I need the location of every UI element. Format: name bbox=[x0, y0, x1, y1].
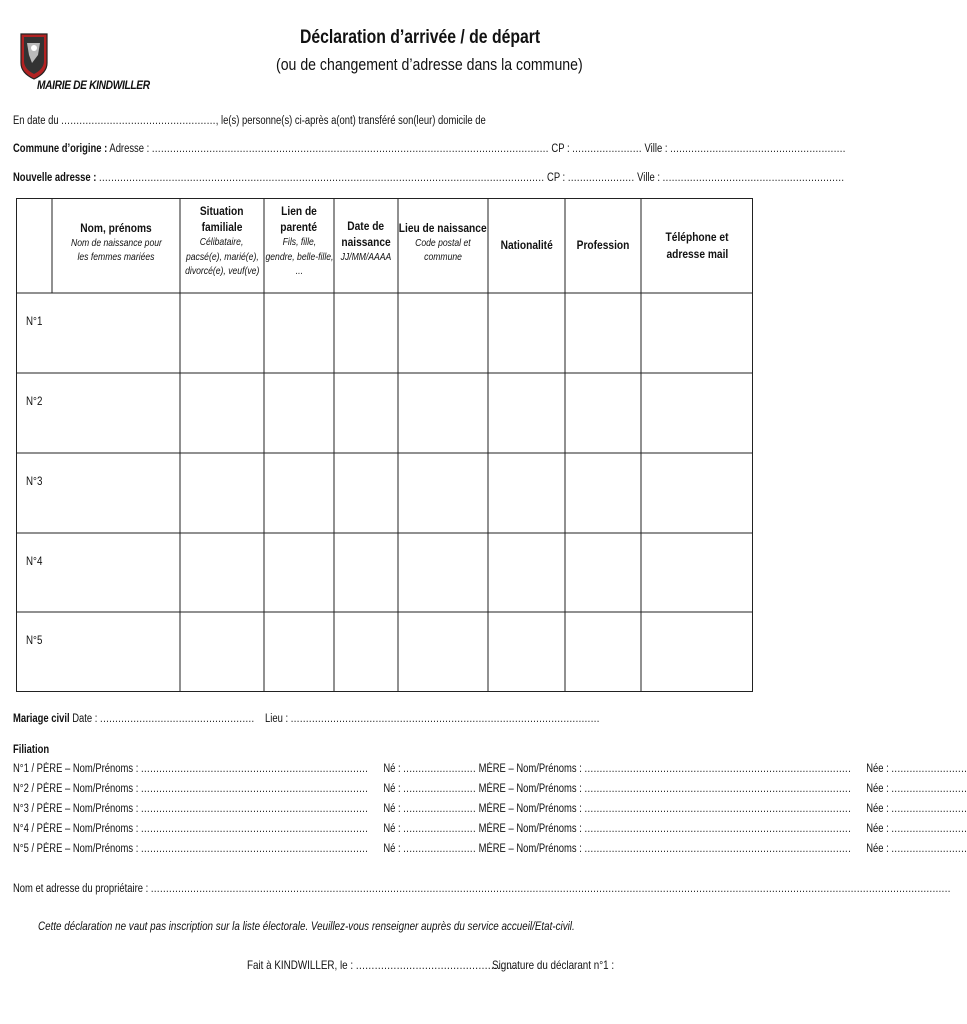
col-header-lieu bbox=[398, 198, 488, 293]
origine-cp-field[interactable]: ....................... bbox=[572, 143, 642, 155]
col-header-profession bbox=[565, 198, 641, 293]
filiation-pere-field[interactable]: ........................................................................... bbox=[140, 763, 369, 775]
mariage-date-field[interactable]: ................................................... bbox=[100, 713, 255, 725]
col-telephone-title: Téléphone et bbox=[665, 230, 729, 245]
origine-adresse-label: Adresse : bbox=[109, 143, 150, 155]
filiation-mere-field[interactable]: ........................................................................................ bbox=[584, 803, 852, 815]
col-lien-sub3: ... bbox=[295, 264, 303, 277]
col-header-nationalite bbox=[488, 198, 565, 293]
filiation-line-5 bbox=[13, 843, 967, 855]
filiation-ne-label: Né : bbox=[383, 783, 401, 795]
filiation-mere-label: MÈRE – Nom/Prénoms : bbox=[478, 763, 582, 775]
filiation-heading bbox=[13, 744, 49, 756]
filiation-nee-label: Née : bbox=[866, 783, 889, 795]
col-situation-sub2: pacsé(e), marié(e), bbox=[185, 250, 259, 263]
col-lieu-sub2: commune bbox=[424, 251, 462, 264]
filiation-label: Filiation bbox=[13, 744, 50, 756]
row-label-4: N°4 bbox=[26, 556, 43, 568]
col-date-title: Date de bbox=[347, 219, 385, 233]
col-header-situation bbox=[180, 198, 264, 293]
nouvelle-label: Nouvelle adresse : bbox=[13, 172, 97, 184]
mariage-label: Mariage civil bbox=[13, 713, 70, 725]
origine-label: Commune d’origine : bbox=[13, 143, 108, 155]
filiation-ne-field[interactable]: ........................ bbox=[403, 783, 476, 795]
filiation-nee-field[interactable]: ......................... bbox=[891, 823, 967, 835]
filiation-nee-label: Née : bbox=[866, 763, 889, 775]
origine-line bbox=[13, 143, 846, 155]
col-lien-title2: parenté bbox=[280, 220, 318, 235]
fait-a-line bbox=[247, 958, 516, 972]
row-label-2: N°2 bbox=[26, 396, 43, 408]
filiation-ne-field[interactable]: ........................ bbox=[403, 763, 476, 775]
col-telephone-title2: adresse mail bbox=[666, 246, 728, 261]
en-date-field[interactable]: ................................................... bbox=[61, 115, 216, 127]
proprietaire-label: Nom et adresse du propriétaire : bbox=[13, 883, 149, 895]
mariage-line bbox=[13, 713, 600, 725]
origine-adresse-field[interactable]: ................................................................................................................................... bbox=[151, 143, 549, 155]
mariage-lieu-label: Lieu : bbox=[265, 713, 289, 725]
filiation-pere-field[interactable]: ........................................................................... bbox=[140, 803, 369, 815]
electoral-note: Cette déclaration ne vaut pas inscription sur la liste électorale. Veuillez-vous renseigner auprès du service accueil/Etat-civil. bbox=[38, 919, 575, 933]
filiation-mere-field[interactable]: ........................................................................................ bbox=[584, 843, 852, 855]
nouvelle-cp-label: CP : bbox=[547, 172, 566, 184]
col-profession-title: Profession bbox=[576, 238, 630, 253]
filiation-mere-label: MÈRE – Nom/Prénoms : bbox=[478, 823, 582, 835]
col-date-title2: naissance bbox=[341, 235, 391, 250]
filiation-ne-field[interactable]: ........................ bbox=[403, 823, 476, 835]
row-label-1: N°1 bbox=[26, 316, 43, 328]
en-date-label: En date du bbox=[13, 115, 59, 127]
signature-label: Signature du déclarant n°1 : bbox=[492, 958, 615, 972]
filiation-pere-field[interactable]: ........................................................................... bbox=[140, 843, 369, 855]
row-label-3: N°3 bbox=[26, 476, 43, 488]
filiation-mere-label: MÈRE – Nom/Prénoms : bbox=[478, 803, 582, 815]
col-nom-title: Nom, prénoms bbox=[80, 221, 152, 235]
filiation-ne-label: Né : bbox=[383, 763, 401, 775]
filiation-ne-field[interactable]: ........................ bbox=[403, 803, 476, 815]
filiation-pere-label: N°3 / PÈRE – Nom/Prénoms : bbox=[13, 803, 139, 815]
col-situation-title2: familiale bbox=[201, 220, 243, 235]
filiation-line-4 bbox=[13, 823, 967, 835]
nouvelle-ville-label: Ville : bbox=[637, 172, 661, 184]
col-lieu-title: Lieu de naissance bbox=[399, 221, 487, 235]
filiation-mere-field[interactable]: ........................................................................................ bbox=[584, 783, 852, 795]
col-header-nom bbox=[52, 198, 180, 293]
filiation-pere-field[interactable]: ........................................................................... bbox=[140, 783, 369, 795]
mairie-name: MAIRIE DE KINDWILLER bbox=[37, 78, 150, 92]
nouvelle-cp-field[interactable]: ...................... bbox=[567, 172, 635, 184]
nouvelle-line bbox=[13, 172, 844, 184]
col-header-date bbox=[334, 198, 398, 293]
filiation-nee-field[interactable]: ......................... bbox=[891, 783, 967, 795]
filiation-line-2 bbox=[13, 783, 967, 795]
filiation-nee-label: Née : bbox=[866, 843, 889, 855]
filiation-pere-label: N°4 / PÈRE – Nom/Prénoms : bbox=[13, 823, 139, 835]
mariage-date-label: Date : bbox=[72, 713, 98, 725]
filiation-mere-field[interactable]: ........................................................................................ bbox=[584, 823, 852, 835]
fait-a-label: Fait à KINDWILLER, le : bbox=[247, 958, 354, 972]
row-label-5: N°5 bbox=[26, 635, 43, 647]
proprietaire-field[interactable]: ........................................................................................................................................................................................................................................................................ bbox=[150, 883, 951, 895]
col-situation-title: Situation bbox=[200, 204, 244, 218]
nouvelle-ville-field[interactable]: ............................................................ bbox=[662, 172, 845, 184]
filiation-line-1 bbox=[13, 763, 967, 775]
filiation-pere-field[interactable]: ........................................................................... bbox=[140, 823, 369, 835]
intro-text: , le(s) personne(s) ci-après a(ont) transféré son(leur) domicile de bbox=[215, 115, 486, 127]
col-lien-title: Lien de bbox=[281, 204, 317, 218]
col-situation-sub3: divorcé(e), veuf(ve) bbox=[184, 264, 260, 277]
page-subtitle: (ou de changement d’adresse dans la commune) bbox=[276, 55, 583, 74]
col-nationalite-title: Nationalité bbox=[500, 238, 553, 253]
filiation-mere-field[interactable]: ........................................................................................ bbox=[584, 763, 852, 775]
origine-cp-label: CP : bbox=[551, 143, 570, 155]
origine-ville-field[interactable]: .......................................................... bbox=[670, 143, 846, 155]
nouvelle-adresse-field[interactable]: ................................................................................................................................................... bbox=[98, 172, 545, 184]
filiation-ne-field[interactable]: ........................ bbox=[403, 843, 476, 855]
filiation-nee-field[interactable]: ......................... bbox=[891, 803, 967, 815]
persons-table bbox=[16, 198, 753, 692]
filiation-pere-label: N°5 / PÈRE – Nom/Prénoms : bbox=[13, 843, 139, 855]
col-lien-sub1: Fils, fille, bbox=[282, 236, 316, 249]
col-header-lien bbox=[264, 198, 334, 293]
filiation-ne-label: Né : bbox=[383, 823, 401, 835]
filiation-ne-label: Né : bbox=[383, 803, 401, 815]
page-title: Déclaration d’arrivée / de départ bbox=[300, 27, 541, 48]
filiation-nee-field[interactable]: ......................... bbox=[891, 763, 967, 775]
filiation-nee-field[interactable]: ......................... bbox=[891, 843, 967, 855]
col-lien-sub2: gendre, belle-fille, bbox=[265, 250, 333, 263]
filiation-nee-label: Née : bbox=[866, 823, 889, 835]
filiation-ne-label: Né : bbox=[383, 843, 401, 855]
intro-line bbox=[13, 115, 486, 127]
filiation-pere-label: N°1 / PÈRE – Nom/Prénoms : bbox=[13, 763, 139, 775]
filiation-nee-label: Née : bbox=[866, 803, 889, 815]
filiation-pere-label: N°2 / PÈRE – Nom/Prénoms : bbox=[13, 783, 139, 795]
col-nom-sub1: Nom de naissance pour bbox=[70, 237, 162, 250]
origine-ville-label: Ville : bbox=[644, 143, 668, 155]
filiation-mere-label: MÈRE – Nom/Prénoms : bbox=[478, 843, 582, 855]
col-situation-sub1: Célibataire, bbox=[200, 236, 244, 249]
filiation-line-3 bbox=[13, 803, 967, 815]
col-lieu-sub1: Code postal et bbox=[415, 237, 471, 250]
col-header-telephone bbox=[641, 198, 753, 293]
col-date-sub1: JJ/MM/AAAA bbox=[340, 251, 392, 264]
mariage-lieu-field[interactable]: ...................................................................................................... bbox=[290, 713, 600, 725]
fait-a-date-field[interactable]: ................................................... bbox=[355, 958, 517, 972]
proprietaire-line bbox=[13, 883, 951, 895]
col-nom-sub2: les femmes mariées bbox=[77, 251, 155, 264]
filiation-mere-label: MÈRE – Nom/Prénoms : bbox=[478, 783, 582, 795]
